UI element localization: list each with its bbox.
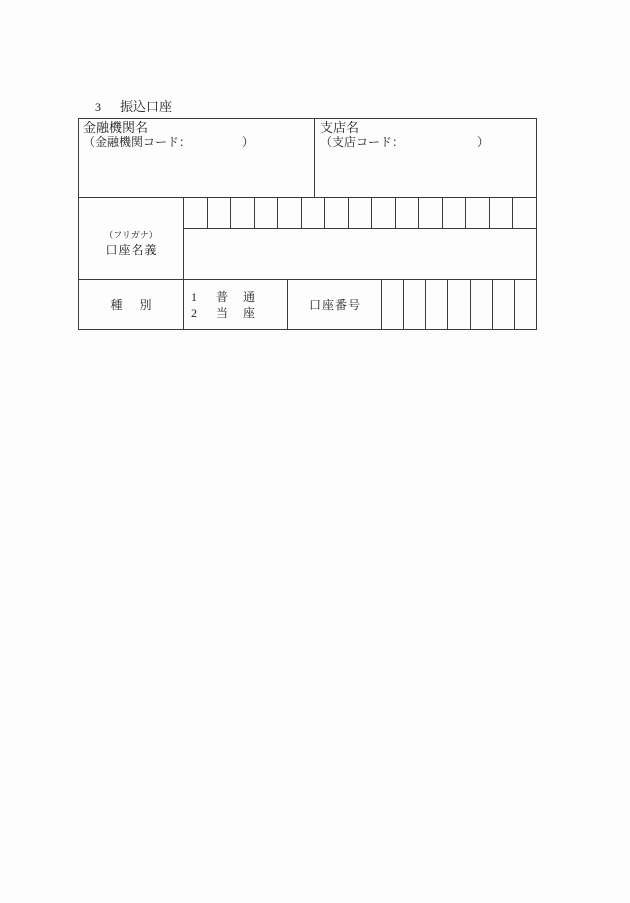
account-number-digit-box [514, 280, 536, 329]
furigana-char-box [277, 198, 301, 228]
section-number: 3 [95, 100, 101, 114]
account-number-digit-box [447, 280, 469, 329]
bank-code-label: （金融機関コード： [83, 135, 192, 149]
furigana-char-box [207, 198, 231, 228]
bank-name-cell [78, 118, 315, 198]
furigana-char-box [324, 198, 348, 228]
bank-name-label: 金融機関名 [83, 120, 149, 135]
account-type-option-number: 2 [191, 306, 197, 320]
branch-name-cell [314, 118, 537, 198]
account-type-option-label: 当 座 [216, 306, 257, 320]
furigana-char-boxes [183, 197, 537, 229]
section-title: 振込口座 [120, 99, 173, 114]
account-type-label: 種 別 [110, 298, 154, 312]
account-type-option-label: 普 通 [216, 290, 257, 304]
account-type-option-number: 1 [191, 290, 197, 304]
account-type-options-cell [183, 279, 288, 330]
furigana-char-box [418, 198, 442, 228]
branch-name-label: 支店名 [320, 120, 360, 135]
furigana-label: （フリガナ） [104, 230, 158, 240]
furigana-char-box [184, 198, 207, 228]
furigana-char-box [489, 198, 513, 228]
furigana-char-box [512, 198, 536, 228]
account-number-digit-box [470, 280, 492, 329]
furigana-char-box [230, 198, 254, 228]
account-number-label: 口座番号 [308, 298, 361, 312]
account-holder-label-cell [78, 197, 184, 280]
account-number-digit-box [403, 280, 425, 329]
branch-code-label: （支店コード： [320, 135, 405, 149]
account-number-digit-box [382, 280, 403, 329]
furigana-char-box [301, 198, 325, 228]
account-holder-label: 口座名義 [105, 243, 158, 257]
account-holder-name-cell [183, 228, 537, 280]
furigana-char-box [371, 198, 395, 228]
bank-code-close: ） [242, 135, 255, 149]
furigana-char-box [348, 198, 372, 228]
account-type-label-cell [78, 279, 184, 330]
account-number-digit-boxes [381, 279, 537, 330]
account-number-digit-box [425, 280, 447, 329]
furigana-char-box [442, 198, 466, 228]
furigana-char-box [254, 198, 278, 228]
branch-code-close: ） [477, 135, 490, 149]
furigana-char-box [465, 198, 489, 228]
furigana-char-box [395, 198, 419, 228]
account-number-digit-box [492, 280, 514, 329]
account-number-label-cell [287, 279, 382, 330]
